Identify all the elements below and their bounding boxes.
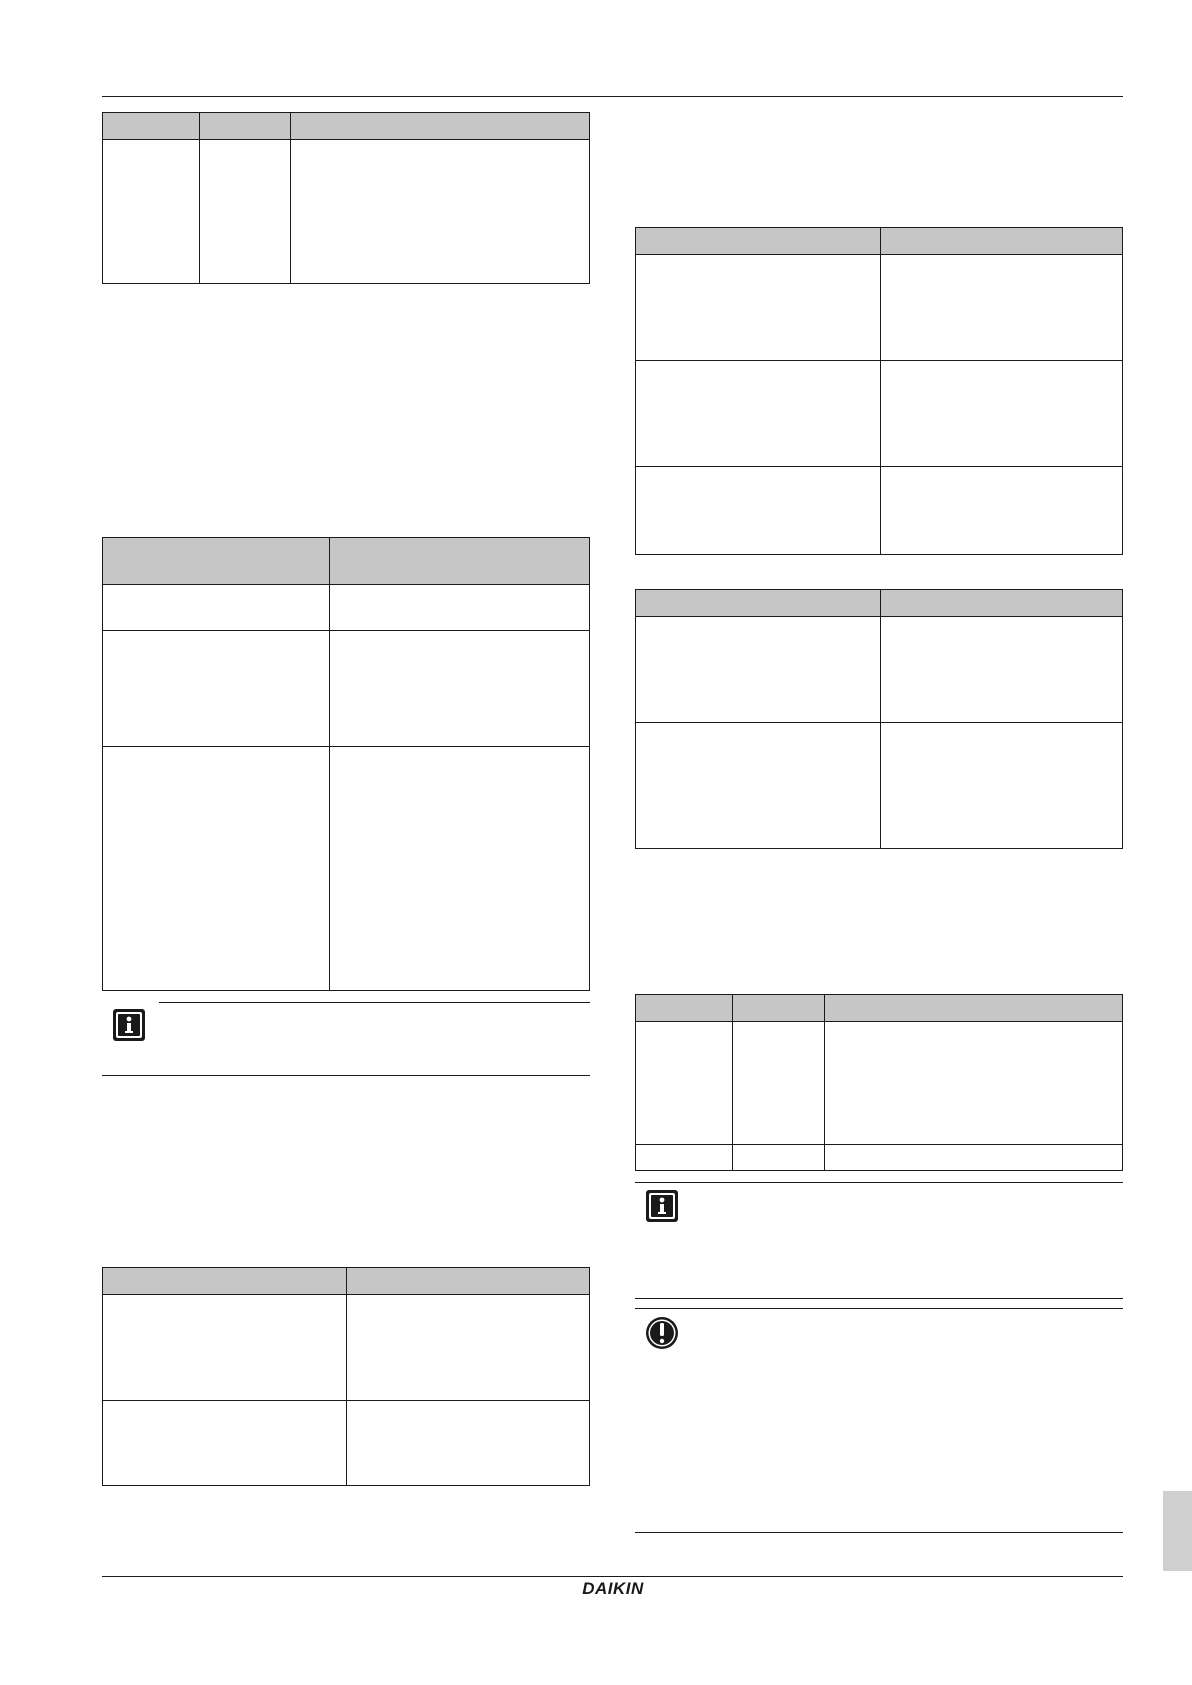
column-divider [346, 1268, 347, 1485]
column-divider [329, 538, 330, 990]
table-e [635, 589, 1123, 849]
info-icon [644, 1188, 680, 1224]
table-f [635, 994, 1123, 1171]
table-header-row [636, 995, 1122, 1022]
footer-rule [102, 1576, 1123, 1577]
row-divider [636, 722, 1122, 723]
row-divider [636, 1144, 1122, 1145]
daikin-logo [574, 1578, 652, 1600]
row-divider [636, 466, 1122, 467]
table-header-row [103, 538, 589, 585]
column-divider [199, 113, 200, 283]
row-divider [636, 360, 1122, 361]
table-c [102, 1267, 590, 1486]
column-divider [290, 113, 291, 283]
row-divider [103, 1400, 589, 1401]
table-header-row [636, 590, 1122, 617]
svg-text:DAIKIN: DAIKIN [582, 1579, 644, 1598]
info-icon [111, 1007, 147, 1043]
caution-note [635, 1308, 1123, 1533]
row-divider [103, 746, 589, 747]
info-note [102, 1002, 590, 1076]
column-divider [880, 590, 881, 848]
caution-exclamation-icon [644, 1315, 680, 1351]
table-a [102, 112, 590, 284]
header-rule [102, 96, 1123, 97]
column-divider [880, 228, 881, 554]
table-header-row [103, 113, 589, 140]
table-b [102, 537, 590, 991]
table-header-row [636, 228, 1122, 255]
table-d [635, 227, 1123, 555]
info-note [635, 1182, 1123, 1299]
side-tab-marker [1163, 1491, 1192, 1571]
row-divider [103, 630, 589, 631]
